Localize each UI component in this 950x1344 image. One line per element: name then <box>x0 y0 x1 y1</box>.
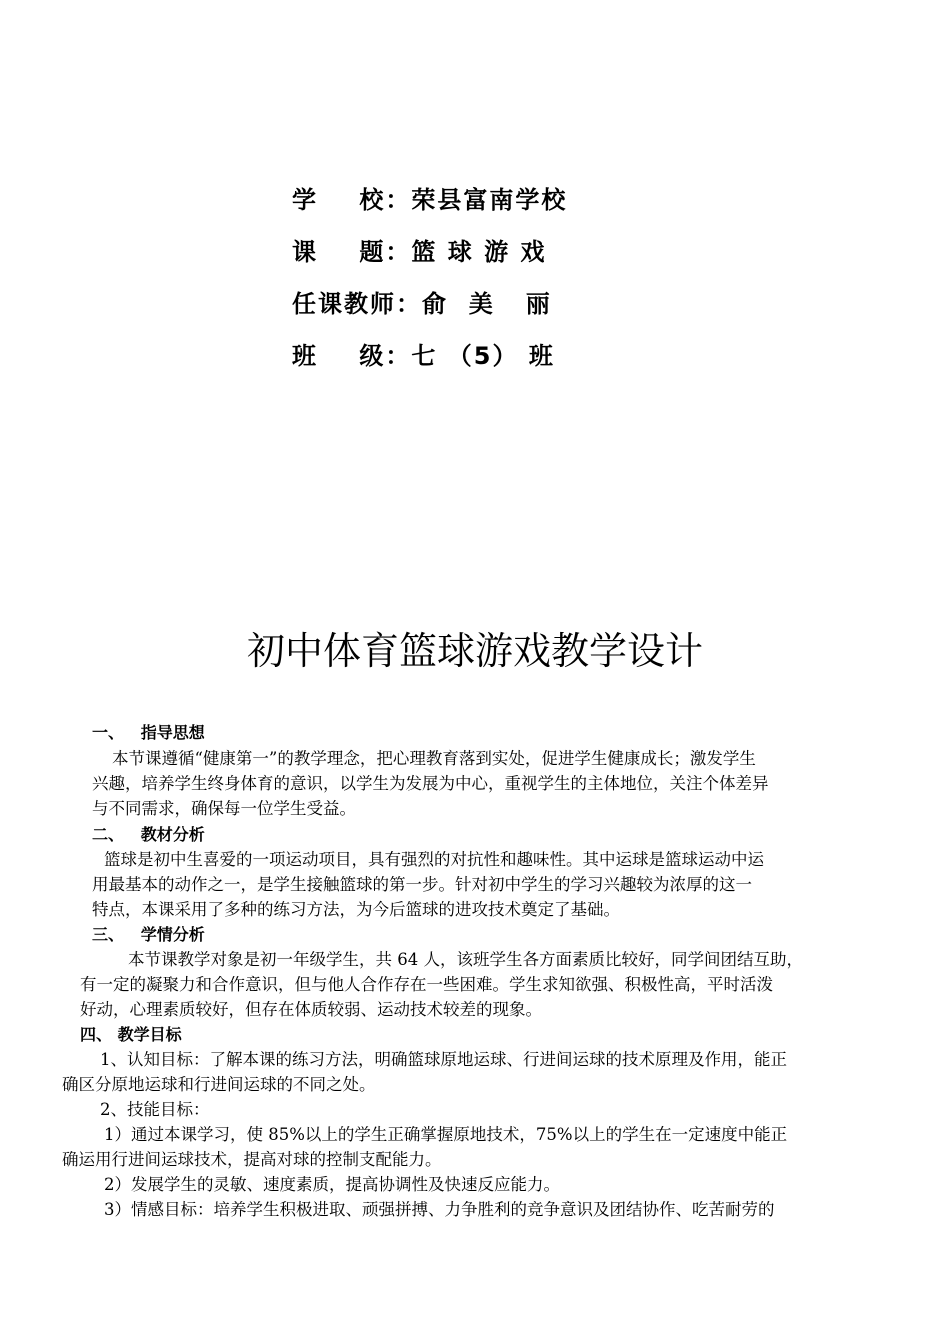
paragraph-line: 有一定的凝聚力和合作意识，但与他人合作存在一些困难。学生求知欲强、积极性高，平时活泼 <box>80 975 773 994</box>
school-line: 学 校：荣县富南学校 <box>292 186 568 214</box>
class-line: 班 级：七 （5） 班 <box>292 342 555 370</box>
section-heading-material-analysis: 二、 教材分析 <box>92 825 205 844</box>
topic-line: 课 题：篮 球 游 戏 <box>292 238 547 266</box>
paragraph-line: 特点，本课采用了多种的练习方法，为今后篮球的进攻技术奠定了基础。 <box>92 900 620 919</box>
paragraph-line: 篮球是初中生喜爱的一项运动项目，具有强烈的对抗性和趣味性。其中运球是篮球运动中运 <box>104 850 764 869</box>
paragraph-line: 确区分原地运球和行进间运球的不同之处。 <box>62 1075 376 1094</box>
section-heading-student-analysis: 三、 学情分析 <box>92 925 205 944</box>
paragraph-line: 本节课遵循“健康第一”的教学理念，把心理教育落到实处，促进学生健康成长；激发学生 <box>112 749 756 768</box>
section-heading-guiding-idea: 一、 指导思想 <box>92 723 205 742</box>
paragraph-line: 好动，心理素质较好，但存在体质较弱、运动技术较差的现象。 <box>80 1000 542 1019</box>
teacher-line: 任课教师：俞 美 丽 <box>292 290 552 318</box>
document-title: 初中体育篮球游戏教学设计 <box>246 629 703 673</box>
section-heading-teaching-goals: 四、 教学目标 <box>80 1025 182 1044</box>
paragraph-line: 本节课教学对象是初一年级学生，共 64 人，该班学生各方面素质比较好，同学间团结互助， <box>128 950 803 969</box>
paragraph-line: 1、认知目标：了解本课的练习方法，明确篮球原地运球、行进间运球的技术原理及作用，能正 <box>100 1050 787 1069</box>
paragraph-line: 2）发展学生的灵敏、速度素质，提高协调性及快速反应能力。 <box>104 1175 560 1194</box>
paragraph-line: 用最基本的动作之一，是学生接触篮球的第一步。针对初中学生的学习兴趣较为浓厚的这一 <box>92 875 752 894</box>
cover-info <box>292 180 567 388</box>
paragraph-line: 2、技能目标： <box>100 1100 210 1119</box>
paragraph-line: 3）情感目标：培养学生积极进取、顽强拼搏、力争胜利的竞争意识及团结协作、吃苦耐劳的 <box>104 1200 775 1219</box>
paragraph-line: 兴趣，培养学生终身体育的意识，以学生为发展为中心，重视学生的主体地位，关注个体差异 <box>92 774 769 793</box>
paragraph-line: 1）通过本课学习，使 85%以上的学生正确掌握原地技术，75%以上的学生在一定速度中能正 <box>104 1125 788 1144</box>
paragraph-line: 确运用行进间运球技术，提高对球的控制支配能力。 <box>62 1150 442 1169</box>
paragraph-line: 与不同需求，确保每一位学生受益。 <box>92 799 356 818</box>
